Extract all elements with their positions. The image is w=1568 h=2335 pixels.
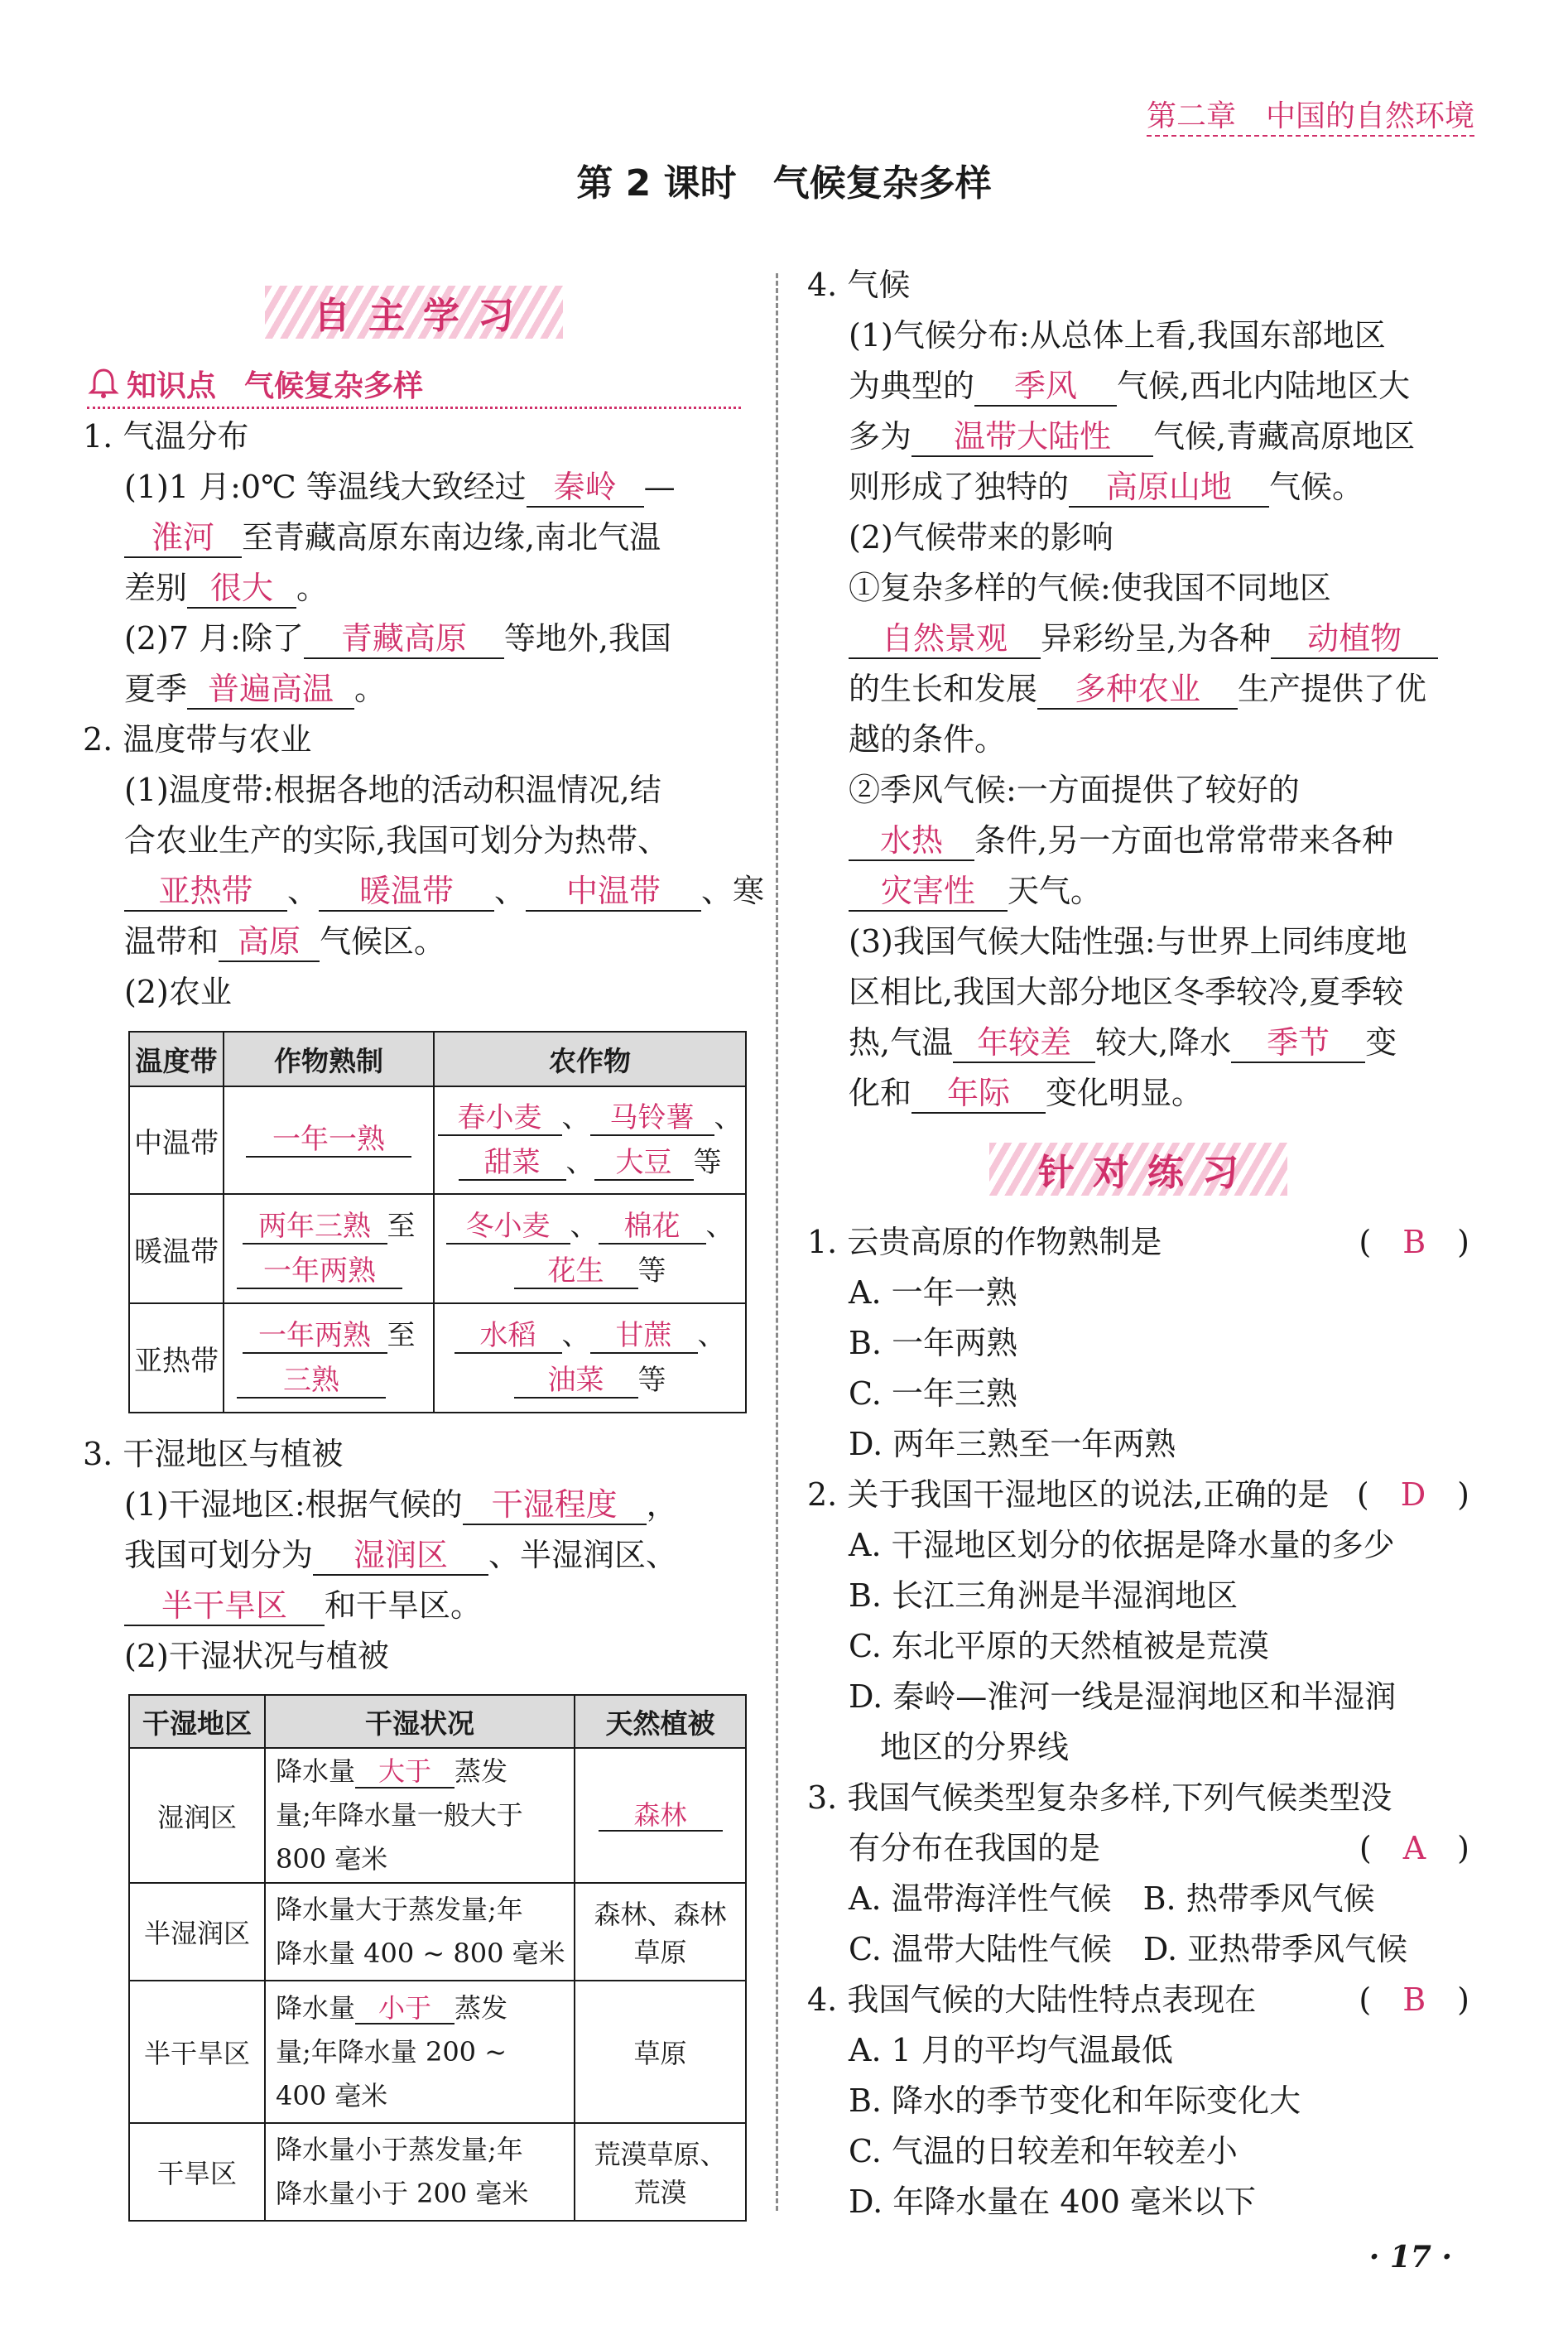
answer-fill: 季风 bbox=[974, 368, 1117, 407]
zone-cell: 中温带 bbox=[129, 1086, 224, 1194]
vegetation-cell: 森林、森林草原 bbox=[575, 1883, 746, 1981]
option: A. 温带海洋性气候 B. 热带季风气候 bbox=[849, 1880, 1375, 1917]
table-row bbox=[129, 1981, 746, 2123]
section-heading: 3. 干湿地区与植被 bbox=[83, 1436, 344, 1472]
banner-char: 主 bbox=[368, 295, 405, 337]
condition-cell: 降水量 小于 蒸发 量;年降水量 200 ~ 400 毫米 bbox=[265, 1981, 575, 2123]
table-header: 干湿地区 bbox=[129, 1695, 265, 1748]
left-column-section-3 bbox=[83, 1429, 745, 1682]
answer-fill: 高原山地 bbox=[1069, 469, 1269, 508]
table-row bbox=[129, 1086, 746, 1194]
text-line: 的生长和发展 多种农业 生产提供了优 bbox=[807, 664, 1478, 715]
answer-fill: 暖温带 bbox=[319, 874, 494, 912]
cropping-system-cell: 一年两熟 至 三熟 bbox=[224, 1303, 434, 1413]
text-line: (2)气候带来的影响 bbox=[849, 519, 1113, 556]
answer-fill: 季节 bbox=[1231, 1025, 1365, 1063]
answer-fill: 普遍高温 bbox=[187, 672, 354, 710]
answer-letter: D bbox=[1400, 1476, 1426, 1513]
answer-fill: 灾害性 bbox=[849, 874, 1008, 912]
text-line: 区相比,我国大部分地区冬季较冷,夏季较 bbox=[849, 974, 1404, 1010]
table-row bbox=[129, 1883, 746, 1981]
text-line: (1)气候分布:从总体上看,我国东部地区 bbox=[849, 317, 1386, 354]
chapter-header: 第二章 中国的自然环境 bbox=[1147, 93, 1474, 137]
text-line: ②季风气候:一方面提供了较好的 bbox=[849, 772, 1300, 808]
lesson-title: 第 2 课时 气候复杂多样 bbox=[576, 162, 992, 205]
option: D. 年降水量在 400 毫米以下 bbox=[849, 2183, 1256, 2220]
text-line: 我国可划分为 湿润区 、半湿润区、 bbox=[83, 1530, 745, 1581]
banner-char: 学 bbox=[423, 295, 459, 337]
zone-cell: 暖温带 bbox=[129, 1194, 224, 1303]
question-stem: 1. 云贵高原的作物熟制是 ( B ) bbox=[807, 1224, 1469, 1260]
option: B. 降水的季节变化和年际变化大 bbox=[849, 2082, 1301, 2119]
dry-wet-table bbox=[128, 1694, 747, 2222]
option: B. 长江三角洲是半湿润地区 bbox=[849, 1577, 1239, 1614]
text-line: 越的条件。 bbox=[849, 721, 1007, 758]
table-row bbox=[129, 1194, 746, 1303]
text-line: 亚热带 、 暖温带 、 中温带 、寒 bbox=[83, 866, 745, 917]
vegetation-cell: 荒漠草原、荒漠 bbox=[575, 2123, 746, 2221]
zone-cell: 湿润区 bbox=[129, 1748, 265, 1883]
answer-fill: 干湿程度 bbox=[463, 1487, 647, 1525]
cropping-system-cell: 一年一熟 bbox=[224, 1086, 434, 1194]
option: C. 东北平原的天然植被是荒漠 bbox=[849, 1628, 1269, 1664]
banner-char: 习 bbox=[478, 295, 514, 337]
option: 地区的分界线 bbox=[880, 1729, 1070, 1765]
answer-letter: A bbox=[1402, 1830, 1426, 1866]
question-stem: 2. 关于我国干湿地区的说法,正确的是 ( D ) bbox=[807, 1476, 1469, 1513]
knowledge-point-heading bbox=[87, 360, 741, 409]
vegetation-cell: 草原 bbox=[575, 1981, 746, 2123]
answer-fill: 秦岭 bbox=[527, 469, 644, 508]
self-study-banner bbox=[265, 286, 563, 339]
right-column-section-4 bbox=[807, 260, 1478, 1119]
crops-cell: 冬小麦 、 棉花 、 花生 等 bbox=[434, 1194, 746, 1303]
banner-char: 习 bbox=[1202, 1152, 1239, 1194]
text-line: 水热 条件,另一方面也常常带来各种 bbox=[807, 816, 1478, 866]
text-line: 温带和 高原 气候区。 bbox=[83, 917, 745, 967]
answer-fill: 自然景观 bbox=[849, 621, 1041, 659]
question-stem: 4. 我国气候的大陆性特点表现在 ( B ) bbox=[807, 1981, 1469, 2018]
bell-icon bbox=[87, 367, 120, 400]
text-line: (2)农业 bbox=[124, 974, 232, 1010]
zone-cell: 干旱区 bbox=[129, 2123, 265, 2221]
zone-cell: 半干旱区 bbox=[129, 1981, 265, 2123]
option: C. 一年三熟 bbox=[849, 1375, 1017, 1412]
condition-cell: 降水量 大于 蒸发 量;年降水量一般大于 800 毫米 bbox=[265, 1748, 575, 1883]
banner-char: 自 bbox=[314, 295, 350, 337]
text-line: 夏季 普遍高温 。 bbox=[83, 664, 745, 715]
answer-fill: 很大 bbox=[187, 571, 296, 609]
text-line: 化和 年际 变化明显。 bbox=[807, 1068, 1478, 1119]
text-line: ①复杂多样的气候:使我国不同地区 bbox=[849, 570, 1331, 606]
option: D. 两年三熟至一年两熟 bbox=[849, 1426, 1176, 1462]
text-line: 则形成了独特的 高原山地 气候。 bbox=[807, 462, 1478, 513]
answer-letter: B bbox=[1402, 1224, 1426, 1260]
kp-label: 知识点 bbox=[127, 368, 217, 403]
table-row bbox=[129, 1303, 746, 1413]
text-line: (3)我国气候大陆性强:与世界上同纬度地 bbox=[849, 923, 1407, 960]
column-divider bbox=[776, 273, 778, 2211]
question-stem: 有分布在我国的是 ( A ) bbox=[849, 1830, 1469, 1866]
text-line: 淮河 至青藏高原东南边缘,南北气温 bbox=[83, 513, 745, 563]
answer-fill: 年较差 bbox=[953, 1025, 1095, 1063]
text-line: 为典型的 季风 气候,西北内陆地区大 bbox=[807, 361, 1478, 412]
option: C. 气温的日较差和年较差小 bbox=[849, 2133, 1238, 2169]
option: A. 干湿地区划分的依据是降水量的多少 bbox=[849, 1527, 1395, 1563]
zone-cell: 半湿润区 bbox=[129, 1883, 265, 1981]
text-line: (2)7 月:除了 青藏高原 等地外,我国 bbox=[83, 614, 745, 664]
answer-fill: 年际 bbox=[911, 1076, 1046, 1114]
text-line: 半干旱区 和干旱区。 bbox=[83, 1581, 745, 1631]
text-line: (1)干湿地区:根据气候的 干湿程度 ， bbox=[83, 1480, 745, 1530]
table-row bbox=[129, 2123, 746, 2221]
option: A. 一年一熟 bbox=[849, 1274, 1017, 1311]
answer-fill: 温带大陆性 bbox=[911, 419, 1153, 457]
section-heading: 1. 气温分布 bbox=[83, 418, 249, 455]
answer-fill: 亚热带 bbox=[124, 874, 287, 912]
condition-cell: 降水量小于蒸发量;年 降水量小于 200 毫米 bbox=[265, 2123, 575, 2221]
text-line: 合农业生产的实际,我国可划分为热带、 bbox=[124, 822, 670, 859]
banner-char: 练 bbox=[1147, 1152, 1184, 1194]
option: A. 1 月的平均气温最低 bbox=[849, 2032, 1173, 2068]
table-row bbox=[129, 1748, 746, 1883]
condition-cell: 降水量大于蒸发量;年 降水量 400 ~ 800 毫米 bbox=[265, 1883, 575, 1981]
kp-title: 气候复杂多样 bbox=[244, 368, 424, 403]
zone-cell: 亚热带 bbox=[129, 1303, 224, 1413]
table-header: 温度带 bbox=[129, 1032, 224, 1086]
agriculture-table bbox=[128, 1031, 747, 1413]
answer-fill: 水热 bbox=[849, 823, 974, 861]
text-line: (1)1 月:0℃ 等温线大致经过 秦岭 — bbox=[83, 462, 745, 513]
banner-char: 对 bbox=[1093, 1152, 1129, 1194]
practice-questions bbox=[807, 1217, 1469, 2227]
text-line: (2)干湿状况与植被 bbox=[124, 1638, 389, 1674]
cropping-system-cell: 两年三熟 至 一年两熟 bbox=[224, 1194, 434, 1303]
table-header: 作物熟制 bbox=[224, 1032, 434, 1086]
table-header: 农作物 bbox=[434, 1032, 746, 1086]
table-header: 干湿状况 bbox=[265, 1695, 575, 1748]
text-line: 灾害性 天气。 bbox=[807, 866, 1478, 917]
answer-fill: 动植物 bbox=[1271, 621, 1438, 659]
crops-cell: 水稻 、 甘蔗 、 油菜 等 bbox=[434, 1303, 746, 1413]
left-column-section-1 bbox=[83, 412, 765, 1018]
answer-fill: 青藏高原 bbox=[304, 621, 504, 659]
option: D. 秦岭—淮河一线是湿润地区和半湿润 bbox=[849, 1678, 1397, 1715]
text-line: 热,气温 年较差 较大,降水 季节 变 bbox=[807, 1018, 1478, 1068]
table-header: 天然植被 bbox=[575, 1695, 746, 1748]
answer-letter: B bbox=[1402, 1981, 1426, 2018]
option: C. 温带大陆性气候 D. 亚热带季风气候 bbox=[849, 1931, 1408, 1967]
answer-fill: 多种农业 bbox=[1037, 672, 1238, 710]
text-line: 多为 温带大陆性 气候,青藏高原地区 bbox=[807, 412, 1478, 462]
option: B. 一年两熟 bbox=[849, 1325, 1018, 1361]
answer-fill: 淮河 bbox=[124, 520, 242, 558]
section-heading: 2. 温度带与农业 bbox=[83, 721, 312, 758]
crops-cell: 春小麦 、 马铃薯 、 甜菜 、 大豆 等 bbox=[434, 1086, 746, 1194]
text-line: 自然景观 异彩纷呈,为各种 动植物 bbox=[807, 614, 1478, 664]
answer-fill: 中温带 bbox=[526, 874, 701, 912]
answer-fill: 半干旱区 bbox=[124, 1588, 325, 1626]
answer-fill: 高原 bbox=[219, 924, 320, 962]
vegetation-cell: 森林 bbox=[575, 1748, 746, 1883]
answer-fill: 湿润区 bbox=[313, 1538, 488, 1576]
text-line: 差别 很大 。 bbox=[83, 563, 745, 614]
question-stem: 3. 我国气候类型复杂多样,下列气候类型没 bbox=[807, 1779, 1392, 1816]
text-line: (1)温度带:根据各地的活动积温情况,结 bbox=[124, 772, 661, 808]
practice-banner bbox=[989, 1143, 1287, 1196]
banner-char: 针 bbox=[1038, 1152, 1075, 1194]
page-number: · 17 · bbox=[1368, 2240, 1452, 2275]
section-heading: 4. 气候 bbox=[807, 267, 911, 303]
